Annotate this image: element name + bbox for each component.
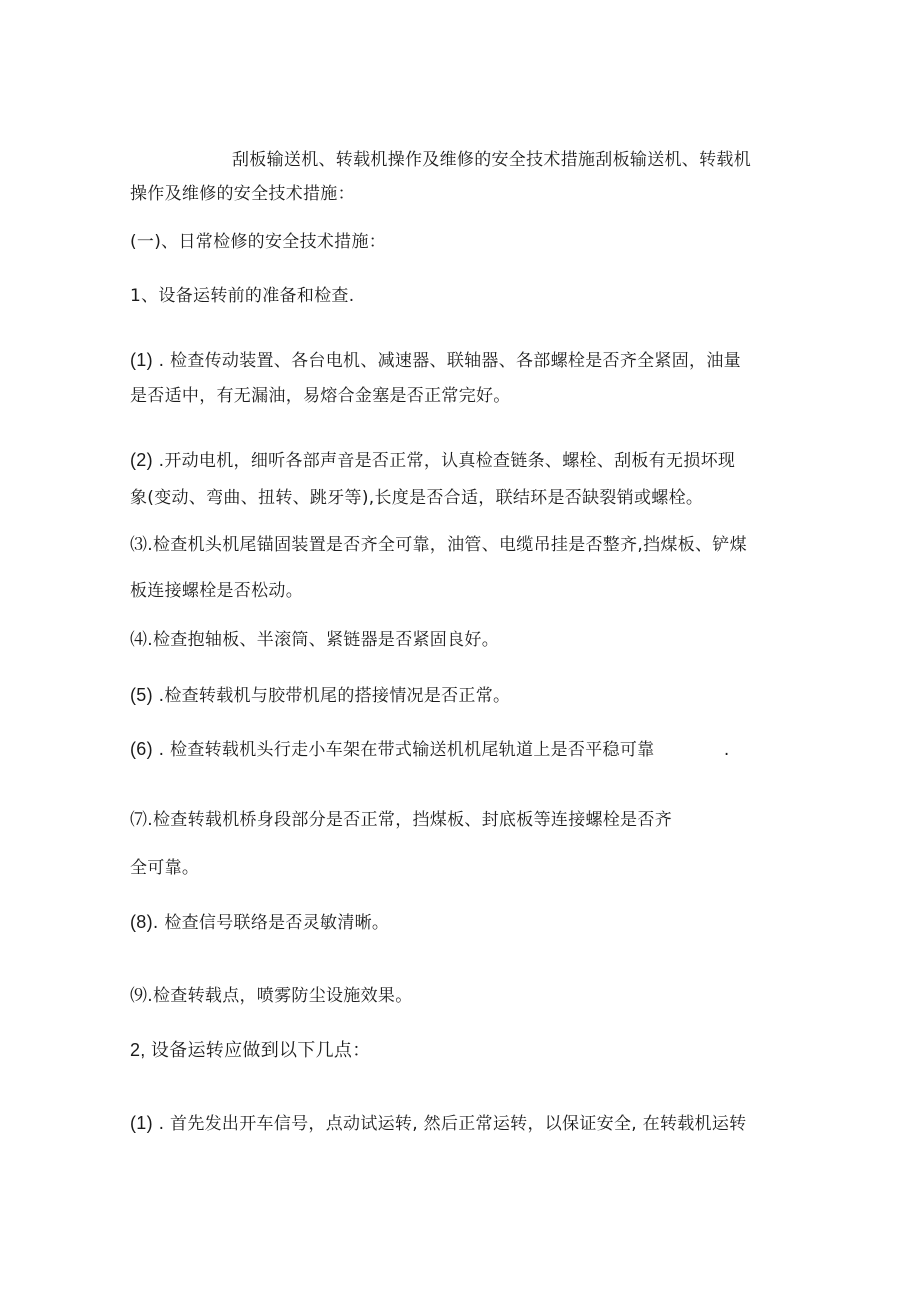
- paragraph-1-line-1: [130, 349, 741, 372]
- item-heading-2: [130, 1039, 371, 1062]
- paragraph-5-line-1: [130, 684, 510, 707]
- paragraph-6-number: (6): [130, 739, 153, 759]
- paragraph-8-line-1: [130, 911, 389, 934]
- paragraph-3-line-2: 板连接螺栓是否松动。: [130, 581, 303, 601]
- paragraph-6-end: .: [723, 740, 730, 760]
- paragraph-6-line-1: [130, 738, 730, 761]
- section-heading-1: (一)、日常检修的安全技术措施：: [130, 232, 387, 252]
- subparagraph-1-number: (1): [130, 1113, 153, 1133]
- paragraph-8-number: (8): [130, 912, 153, 932]
- paragraph-1-text: . 检查传动装置、各台电机、减速器、联轴器、各部螺栓是否齐全紧固，油量: [158, 351, 741, 371]
- item-heading-2-text: 2, 设备运转应做到以下几点：: [130, 1040, 371, 1060]
- paragraph-9-line-1: ⑼.检查转载点，喷雾防尘设施效果。: [130, 986, 413, 1006]
- paragraph-2-line-1: [130, 449, 735, 472]
- paragraph-5-number: (5): [130, 685, 153, 705]
- subparagraph-1-line-1: [130, 1112, 746, 1135]
- title-line-1: 刮板输送机、转载机操作及维修的安全技术措施刮板输送机、转载机: [232, 150, 751, 170]
- paragraph-7-line-1: ⑺.检查转载机桥身段部分是否正常，挡煤板、封底板等连接螺栓是否齐: [130, 810, 673, 830]
- paragraph-2-text: .开动电机，细听各部声音是否正常，认真检查链条、螺栓、刮板有无损坏现: [158, 451, 736, 471]
- paragraph-5-text: .检查转载机与胶带机尾的搭接情况是否正常。: [158, 686, 511, 706]
- paragraph-2-number: (2): [130, 450, 153, 470]
- paragraph-4-line-1: ⑷.检查抱轴板、半滚筒、紧链器是否紧固良好。: [130, 630, 500, 650]
- subparagraph-1-text: . 首先发出开车信号，点动试运转, 然后正常运转，以保证安全, 在转载机运转: [158, 1114, 747, 1134]
- paragraph-8-text: . 检查信号联络是否灵敏清晰。: [152, 913, 390, 933]
- paragraph-7-line-2: 全可靠。: [130, 858, 200, 878]
- item-heading-1: 1、设备运转前的准备和检查.: [130, 286, 355, 306]
- paragraph-1-number: (1): [130, 350, 153, 370]
- title-line-2: 操作及维修的安全技术措施：: [130, 184, 355, 204]
- paragraph-3-line-1: ⑶.检查机头机尾锚固装置是否齐全可靠，油管、电缆吊挂是否整齐,挡煤板、铲煤: [130, 535, 747, 555]
- paragraph-1-line-2: 是否适中，有无漏油，易熔合金塞是否正常完好。: [130, 386, 511, 406]
- paragraph-6-text: . 检查转载机头行走小车架在带式输送机机尾轨道上是否平稳可靠: [158, 740, 655, 760]
- paragraph-2-line-2: 象(变动、弯曲、扭转、跳牙等),长度是否合适，联结环是否缺裂销或螺栓。: [130, 488, 704, 508]
